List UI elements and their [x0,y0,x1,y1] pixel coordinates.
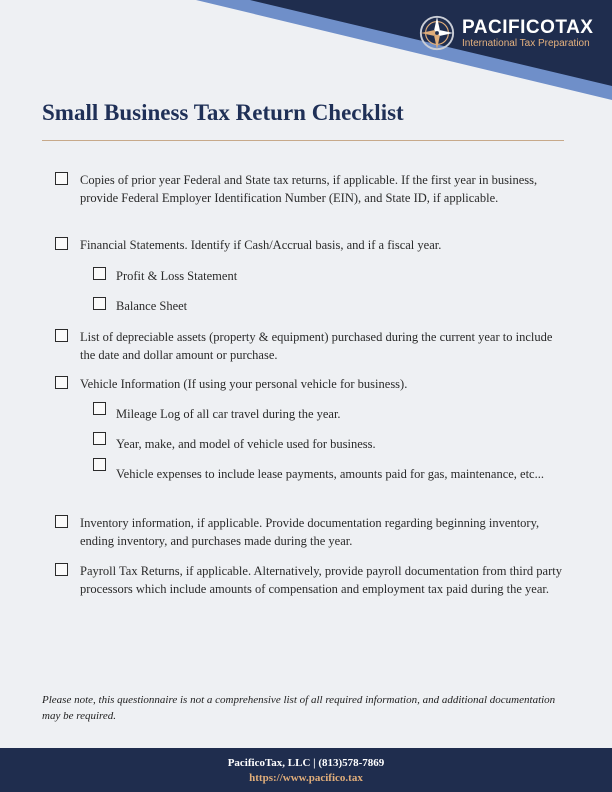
footer [0,748,612,792]
checklist-item-label: Year, make, and model of vehicle used for business. [116,437,376,451]
checklist-item-label: Vehicle Information (If using your personal vehicle for business). [80,377,408,391]
checklist-item-prior-returns [80,171,555,207]
checkbox-inventory[interactable] [55,515,68,528]
checklist-item-vehicle-details [116,435,556,453]
logo[interactable] [418,14,593,52]
checklist-item-label: Profit & Loss Statement [116,269,238,283]
page-title: Small Business Tax Return Checklist [42,100,404,125]
checkbox-balance-sheet[interactable] [93,297,106,310]
footer-website-link[interactable]: https://www.pacifico.tax [249,772,363,784]
checklist-item-vehicle-expenses [116,465,561,483]
checklist-item-profit-loss [116,267,536,285]
checklist-item-label: Balance Sheet [116,299,188,313]
checklist-item-label: Mileage Log of all car travel during the year. [116,407,341,421]
checkbox-vehicle-information[interactable] [55,376,68,389]
checklist-item-mileage-log [116,405,556,423]
checkbox-vehicle-expenses[interactable] [93,458,106,471]
checklist-item-label: Vehicle expenses to include lease payments, amounts paid for gas, maintenance, etc... [116,467,544,481]
brand-tagline: International Tax Preparation [462,37,590,49]
checklist-item-balance-sheet [116,297,536,315]
checklist-item-label: Inventory information, if applicable. Provide documentation regarding beginning inventory, ending inventory, and purchases made during the year. [80,516,540,548]
checkbox-mileage-log[interactable] [93,402,106,415]
checklist-item-label: Financial Statements. Identify if Cash/Accrual basis, and if a fiscal year. [80,238,442,252]
checklist-item-financial-statements [80,236,555,254]
checkbox-financial-statements[interactable] [55,237,68,250]
checklist-item-label: Payroll Tax Returns, if applicable. Alternatively, provide payroll documentation from third party processors which include amounts of compensation and employment tax paid during the year. [80,564,562,596]
checklist-item-label: Copies of prior year Federal and State tax returns, if applicable. If the first year in business, provide Federal Employer Identification Number (EIN), and State ID, if applicable. [80,173,538,205]
checklist-item-label: List of depreciable assets (property & equipment) purchased during the current year to include the date and dollar amount or purchase. [80,330,553,362]
checkbox-profit-loss[interactable] [93,267,106,280]
brand-name: PACIFICOTAX [462,16,594,38]
checklist-item-depreciable-assets [80,328,560,364]
footer-contact: PacificoTax, LLC | (813)578-7869 [227,757,385,769]
checkbox-vehicle-details[interactable] [93,432,106,445]
checklist-item-inventory [80,514,560,550]
disclaimer-note: Please note, this questionnaire is not a comprehensive list of all required information, and additional documentation may be required. [42,694,556,722]
title-divider [42,140,564,141]
checkbox-depreciable-assets[interactable] [55,329,68,342]
compass-icon [418,14,456,52]
checklist-item-payroll [80,562,570,598]
checkbox-prior-returns[interactable] [55,172,68,185]
checkbox-payroll[interactable] [55,563,68,576]
checklist-item-vehicle-information [80,375,560,393]
